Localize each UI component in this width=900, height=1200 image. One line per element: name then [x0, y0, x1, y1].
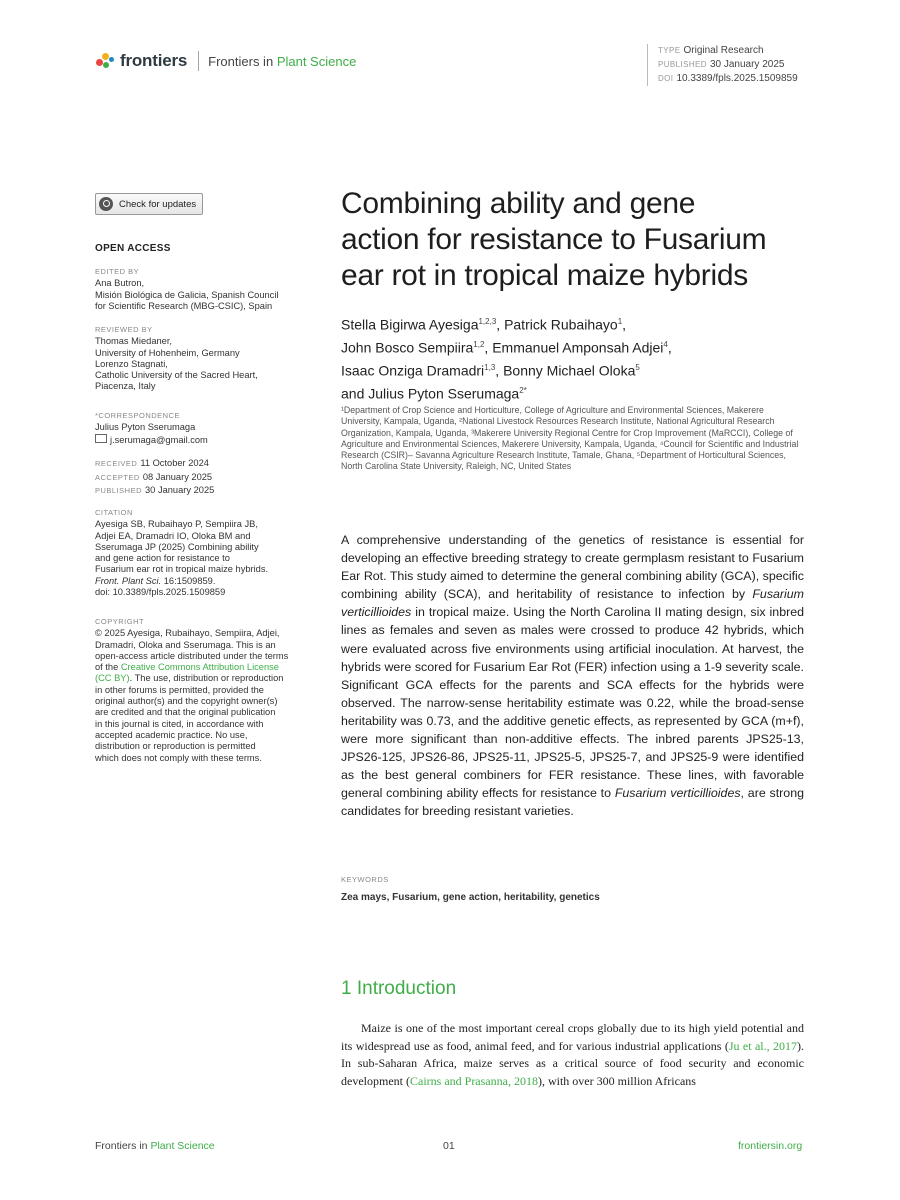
citation-line: Sserumaga JP (2025) Combining ability: [95, 541, 259, 552]
citation-journal: Front. Plant Sci.: [95, 575, 162, 586]
edited-by-label: EDITED BY: [95, 267, 140, 276]
meta-doi[interactable]: [658, 72, 798, 86]
correspondence-name: Julius Pyton Sserumaga: [95, 422, 196, 433]
author-affiliation: 1: [617, 317, 623, 326]
citation-section: [95, 507, 310, 598]
footer-site-link[interactable]: frontiersin.org: [738, 1140, 803, 1152]
open-access-label: OPEN ACCESS: [95, 243, 171, 254]
copyright-line: open-access article distributed under the terms: [95, 650, 289, 661]
citation-link[interactable]: Ju et al., 2017: [728, 1038, 797, 1053]
footer-journal-prefix: Frontiers in: [95, 1140, 148, 1152]
check-for-updates-button[interactable]: [95, 193, 203, 215]
meta-published-value: 30 January 2025: [709, 59, 785, 70]
reviewed-by-section: [95, 324, 310, 393]
meta-type-value: Original Research: [683, 45, 764, 56]
copyright-line: Dramadri, Oloka and Sserumaga. This is an: [95, 639, 276, 650]
edited-by-line: Misión Biológica de Galicia, Spanish Council: [95, 289, 279, 300]
species-name: Fusarium verticillioides: [341, 587, 804, 620]
correspondence-email-row[interactable]: [95, 434, 310, 446]
author-name[interactable]: Patrick Rubaihayo: [504, 316, 618, 333]
copyright-fragment: of the: [95, 662, 121, 673]
article-title: [341, 186, 811, 294]
author-line: [341, 312, 811, 335]
envelope-icon: [95, 434, 107, 443]
species-name: Fusarium verticillioides: [614, 786, 741, 801]
author-separator: ,: [496, 316, 505, 333]
citation-label: CITATION: [95, 508, 133, 517]
affiliations: ¹Department of Crop Science and Horticulture, College of Agriculture and Environmental Sciences, Makerere University, Kampala, Uganda, ²National Livestock Resources Research Institute, National Agricultural Research Organization, Kampala, Uganda, ³Makerere University Regional Centre for Crop Improvement (MaRCCI), College of Agriculture and Environmental Sciences, Makerere University, Kampala, Uganda, ⁴Council for Scientific and Industrial Research (CSIR)– Savanna Agriculture Research Institute, Tamale, Ghana, ⁵Department of Horticultural Sciences, North Carolina State University, Raleigh, NC, United States: [341, 405, 799, 472]
meta-type-label: TYPE: [658, 46, 681, 55]
author-separator: ,: [667, 339, 672, 356]
author-affiliation: 1,3: [484, 363, 496, 373]
edited-by-section: [95, 266, 310, 312]
copyright-license-line: [95, 662, 310, 673]
journal-section: Plant Science: [276, 53, 357, 69]
introduction-paragraph: [341, 1020, 804, 1090]
published-label: PUBLISHED: [95, 486, 143, 496]
accepted-value: 08 January 2025: [142, 471, 213, 482]
copyright-line: distribution or reproduction is permitted: [95, 741, 256, 752]
author-line: [341, 358, 811, 381]
author-name[interactable]: John Bosco Sempiira: [341, 339, 474, 356]
copyright-line: © 2025 Ayesiga, Rubaihayo, Sempiira, Adjei,: [95, 628, 280, 639]
meta-doi-value[interactable]: 10.3389/fpls.2025.1509859: [676, 73, 798, 84]
body-text: ). In sub-Saharan Africa, maize serves as a critical source of food security and economic development (: [341, 1038, 804, 1088]
author-name[interactable]: Isaac Onziga Dramadri: [341, 362, 485, 379]
copyright-line: in other forums is permitted, provided the: [95, 684, 264, 695]
footer-journal: [95, 1140, 215, 1152]
reviewer-line: University of Hohenheim, Germany: [95, 347, 240, 358]
title-line: action for resistance to Fusarium: [341, 223, 767, 256]
citation-doi[interactable]: doi: 10.3389/fpls.2025.1509859: [95, 587, 226, 598]
edited-by-line: Ana Butron,: [95, 278, 145, 289]
citation-volume: 16:1509859.: [161, 575, 216, 586]
footer-journal-section: Plant Science: [150, 1140, 215, 1152]
author-affiliation: 5: [635, 363, 640, 373]
journal-name: [208, 54, 356, 69]
journal-logo[interactable]: [96, 50, 356, 72]
published-date: [95, 484, 310, 498]
author-list: [341, 312, 811, 405]
author-separator: ,: [495, 362, 504, 379]
keywords-label: KEYWORDS: [341, 875, 389, 884]
accepted-label: ACCEPTED: [95, 472, 140, 482]
author-affiliation: 1,2: [473, 340, 485, 350]
citation-line: Ayesiga SB, Rubaihayo P, Sempiira JB,: [95, 519, 258, 530]
citation-line: Fusarium ear rot in tropical maize hybrids.: [95, 564, 269, 575]
reviewed-by-label: REVIEWED BY: [95, 325, 153, 334]
copyright-section: [95, 616, 310, 764]
title-line: Combining ability and gene: [341, 187, 696, 220]
body-text: ), with over 300 million Africans: [537, 1073, 696, 1088]
journal-prefix: Frontiers in: [208, 53, 274, 69]
page-number: 01: [443, 1140, 455, 1152]
reviewer-line: Piacenza, Italy: [95, 381, 156, 392]
abstract-text: in tropical maize. Using the North Carolina II mating design, six inbred lines as females and seven as males were crossed to produce 42 hybrids, which were evaluated across five environments using artificial inoculation. At harvest, the hybrids were scored for Fusarium Ear Rot (FER) infection using a 1-9 severity scale. Significant GCA effects for the parents and SCA effects for the hybrids were observed. The narrow-sense heritability estimate was 0.22, while the broad-sense heritability was 0.73, and the additive genetic effects, as represented by GCA (m+f), were more significant than non-additive effects. The inbred parents JPS25-13, JPS26-125, JPS26-86, JPS25-11, JPS25-5, JPS25-7, and JPS25-9 were identified as the best general combiners for FER resistance. These lines, with favorable general combining ability effects for resistance to: [341, 605, 804, 801]
author-line: [341, 381, 811, 404]
check-updates-label: Check for updates: [119, 198, 197, 210]
reviewer-line: Lorenzo Stagnati,: [95, 358, 168, 369]
published-value: 30 January 2025: [145, 485, 215, 496]
citation-journal-line: [95, 576, 310, 587]
copyright-line: accepted academic practice. No use,: [95, 729, 248, 740]
abstract-text: A comprehensive understanding of the genetics of resistance is essential for developing an effective breeding strategy to create germplasm resistant to Fusarium Ear Rot. This study aimed to determine the general combining ability (GCA), specific combining ability (SCA), and heritability of resistance to infection by: [341, 533, 804, 602]
title-line: ear rot in tropical maize hybrids: [341, 259, 748, 292]
license-link-short[interactable]: (CC BY): [95, 673, 130, 684]
received-date: [95, 457, 310, 471]
keywords: Zea mays, Fusarium, gene action, heritability, genetics: [341, 892, 600, 903]
author-affiliation: 1,2,3: [478, 317, 497, 326]
citation-link[interactable]: Cairns and Prasanna, 2018: [409, 1073, 538, 1088]
copyright-line: which does not comply with these terms.: [95, 752, 262, 763]
copyright-fragment: . The use, distribution or reproduction: [129, 673, 284, 684]
author-separator: ,: [622, 316, 627, 333]
edited-by-line: for Scientific Research (MBG-CSIC), Spain: [95, 300, 273, 311]
frontiers-logo-icon: [96, 51, 116, 71]
author-name[interactable]: Bonny Michael Oloka: [503, 362, 636, 379]
update-check-icon: [99, 197, 113, 211]
correspondence-section: [95, 410, 310, 446]
meta-published: [658, 58, 798, 72]
copyright-line: original author(s) and the copyright owner(s): [95, 696, 278, 707]
citation-line: and gene action for resistance to: [95, 553, 230, 564]
section-heading-introduction: 1 Introduction: [341, 978, 457, 999]
license-link[interactable]: Creative Commons Attribution License: [120, 662, 279, 673]
copyright-license-line-2: [95, 673, 310, 684]
author-affiliation: 4: [663, 340, 668, 350]
received-value: 11 October 2024: [140, 458, 209, 468]
meta-type: [658, 44, 798, 58]
meta-doi-label: DOI: [658, 74, 674, 83]
reviewer-line: Catholic University of the Sacred Heart,: [95, 370, 258, 381]
logo-text: frontiers: [120, 51, 188, 70]
copyright-line: in this journal is cited, in accordance with: [95, 718, 264, 729]
author-affiliation: 2*: [519, 386, 527, 396]
dates-section: [95, 457, 310, 498]
article-meta: [647, 44, 798, 86]
author-name[interactable]: Emmanuel Amponsah Adjei: [492, 339, 664, 356]
citation-line: Adjei EA, Dramadri IO, Oloka BM and: [95, 530, 251, 541]
correspondence-label: *CORRESPONDENCE: [95, 411, 181, 420]
copyright-line: are credited and that the original publication: [95, 707, 276, 718]
author-name[interactable]: and Julius Pyton Sserumaga: [341, 386, 520, 403]
correspondence-email[interactable]: j.serumaga@gmail.com: [110, 434, 208, 445]
reviewer-line: Thomas Miedaner,: [95, 336, 172, 347]
received-label: RECEIVED: [95, 459, 138, 468]
abstract-text: , are strong candidates for breeding resistant varieties.: [341, 786, 804, 819]
body-text: Maize is one of the most important cereal crops globally due to its high yield potential and its widespread use as food, animal feed, and for various industrial applications (: [341, 1021, 804, 1053]
copyright-label: COPYRIGHT: [95, 617, 145, 626]
meta-published-label: PUBLISHED: [658, 60, 707, 69]
author-separator: ,: [484, 339, 493, 356]
abstract: [341, 531, 804, 821]
accepted-date: [95, 471, 310, 485]
author-name[interactable]: Stella Bigirwa Ayesiga: [341, 316, 479, 333]
author-line: [341, 335, 811, 358]
logo-divider: [198, 51, 199, 71]
